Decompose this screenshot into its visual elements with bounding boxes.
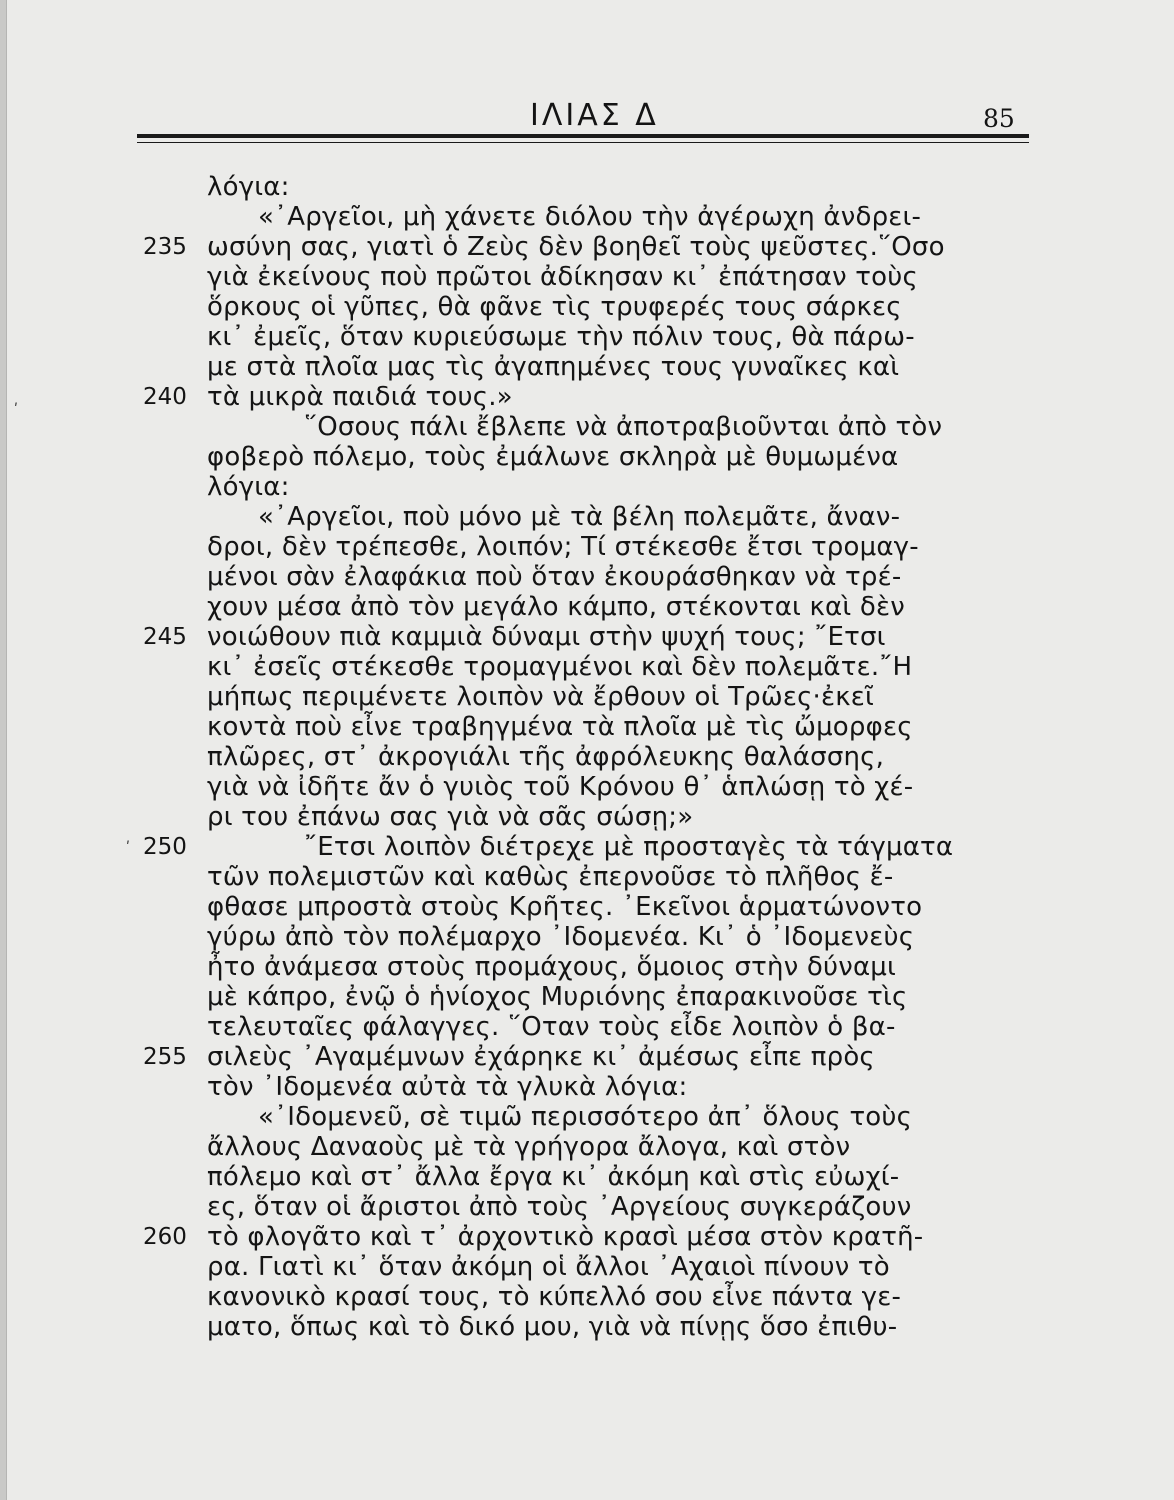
text-line: γιὰ νὰ ἰδῆτε ἄν ὁ γυιὸς τοῦ Κρόνου θ᾿ ἁπλώσῃ τὸ χέ- (207, 772, 914, 802)
line-number: 255 (143, 1044, 187, 1070)
text-line: ἄλλους Δαναοὺς μὲ τὰ γρήγορα ἄλογα, καὶ στὸν (207, 1132, 851, 1162)
text-line: ῞Οσους πάλι ἔβλεπε νὰ ἀποτραβιοῦνται ἀπὸ τὸν (304, 412, 943, 442)
text-line: μήπως περιμένετε λοιπὸν νὰ ἔρθουν οἱ Τρῶες·ἐκεῖ (207, 682, 875, 712)
text-line: ματο, ὅπως καὶ τὸ δικό μου, γιὰ νὰ πίνῃς ὅσο ἐπιθυ- (207, 1312, 898, 1342)
text-line: ἦτο ἀνάμεσα στοὺς προμάχους, ὅμοιος στὴν δύναμι (207, 952, 897, 982)
text-line: ωσύνη σας, γιατὶ ὁ Ζεὺς δὲν βοηθεῖ τοὺς ψεῦστες.῞Οσο (207, 232, 945, 262)
header-rule-thin (137, 142, 1029, 143)
text-line: φοβερὸ πόλεμο, τοὺς ἐμάλωνε σκληρὰ μὲ θυμωμένα (207, 442, 899, 472)
text-line: φθασε μπροστὰ στοὺς Κρῆτες. ᾿Εκεῖνοι ἁρματώνοντο (207, 892, 923, 922)
text-line: σιλεὺς ᾿Αγαμέμνων ἐχάρηκε κι᾿ ἀμέσως εἶπε πρὸς (207, 1042, 875, 1072)
text-line: λόγια: (207, 472, 290, 502)
line-number: 235 (143, 234, 187, 260)
text-line: κοντὰ ποὺ εἶνε τραβηγμένα τὰ πλοῖα μὲ τὶς ὤμορφες (207, 712, 913, 742)
header-rule-thick (137, 134, 1029, 138)
text-line: κανονικὸ κρασί τους, τὸ κύπελλό σου εἶνε πάντα γε- (207, 1282, 902, 1312)
text-line: με στὰ πλοῖα μας τὶς ἀγαπημένες τους γυναῖκες καὶ (207, 352, 900, 382)
text-line: ες, ὅταν οἱ ἄριστοι ἀπὸ τοὺς ᾿Αργείους συγκεράζουν (207, 1192, 912, 1222)
text-line: «᾿Αργεῖοι, μὴ χάνετε διόλου τὴν ἀγέρωχη ἀνδρει- (258, 202, 922, 232)
margin-mark: ʹ (126, 840, 130, 856)
line-number: 245 (143, 624, 187, 650)
text-line: κι᾿ ἐμεῖς, ὅταν κυριεύσωμε τὴν πόλιν τους, θὰ πάρω- (207, 322, 915, 352)
text-line: μὲ κάπρο, ἐνῷ ὁ ἡνίοχος Μυριόνης ἐπαρακινοῦσε τὶς (207, 982, 908, 1012)
line-number: 240 (143, 384, 187, 410)
text-line: κι᾿ ἐσεῖς στέκεσθε τρομαγμένοι καὶ δὲν πολεμᾶτε.῎Η (207, 652, 913, 682)
text-line: γύρω ἀπὸ τὸν πολέμαρχο ᾿Ιδομενέα. Κι᾿ ὁ ᾿Ιδομενεὺς (207, 922, 915, 952)
line-number: 260 (143, 1224, 187, 1250)
text-line: τὰ μικρὰ παιδιά τους.» (207, 382, 513, 412)
text-line: λόγια: (207, 172, 290, 202)
text-line: δροι, δὲν τρέπεσθε, λοιπόν; Τί στέκεσθε ἔτσι τρομαγ- (207, 532, 919, 562)
running-title: ΙΛΙΑΣ Δ (530, 98, 659, 133)
text-line: «᾿Αργεῖοι, ποὺ μόνο μὲ τὰ βέλη πολεμᾶτε, ἄναν- (258, 502, 901, 532)
margin-mark: ʹ (14, 402, 18, 418)
page-edge-shadow (0, 0, 7, 1500)
text-line: γιὰ ἐκείνους ποὺ πρῶτοι ἀδίκησαν κι᾿ ἐπάτησαν τοὺς (207, 262, 918, 292)
text-line: ὅρκους οἱ γῦπες, θὰ φᾶνε τὶς τρυφερές τους σάρκες (207, 292, 902, 322)
text-line: χουν μέσα ἀπὸ τὸν μεγάλο κάμπο, στέκονται καὶ δὲν (207, 592, 905, 622)
text-line: πόλεμο καὶ στ᾿ ἄλλα ἔργα κι᾿ ἀκόμη καὶ στὶς εὐωχί- (207, 1162, 900, 1192)
text-line: τελευταῖες φάλαγγες. ῞Οταν τοὺς εἶδε λοιπὸν ὁ βα- (207, 1012, 896, 1042)
text-line: τὸ φλογᾶτο καὶ τ᾿ ἀρχοντικὸ κρασὶ μέσα στὸν κρατῆ- (207, 1222, 924, 1252)
text-line: ρι του ἐπάνω σας γιὰ νὰ σᾶς σώσῃ;» (207, 802, 694, 832)
text-line: τῶν πολεμιστῶν καὶ καθὼς ἐπερνοῦσε τὸ πλῆθος ἔ- (207, 862, 894, 892)
text-line: τὸν ᾿Ιδομενέα αὐτὰ τὰ γλυκὰ λόγια: (207, 1072, 688, 1102)
text-line: ρα. Γιατὶ κι᾿ ὅταν ἀκόμη οἱ ἄλλοι ᾿Αχαιοὶ πίνουν τὸ (207, 1252, 890, 1282)
text-line: μένοι σὰν ἐλαφάκια ποὺ ὅταν ἐκουράσθηκαν νὰ τρέ- (207, 562, 902, 592)
page-number: 85 (983, 104, 1015, 133)
line-number: 250 (143, 834, 187, 860)
text-line: πλῶρες, στ᾿ ἀκρογιάλι τῆς ἀφρόλευκης θαλάσσης, (207, 742, 885, 772)
text-line: «᾿Ιδομενεῦ, σὲ τιμῶ περισσότερο ἀπ᾿ ὅλους τοὺς (258, 1102, 913, 1132)
text-line: νοιώθουν πιὰ καμμιὰ δύναμι στὴν ψυχή τους; ῎Ετσι (207, 622, 886, 652)
text-line: ῎Ετσι λοιπὸν διέτρεχε μὲ προσταγὲς τὰ τάγματα (304, 832, 954, 862)
